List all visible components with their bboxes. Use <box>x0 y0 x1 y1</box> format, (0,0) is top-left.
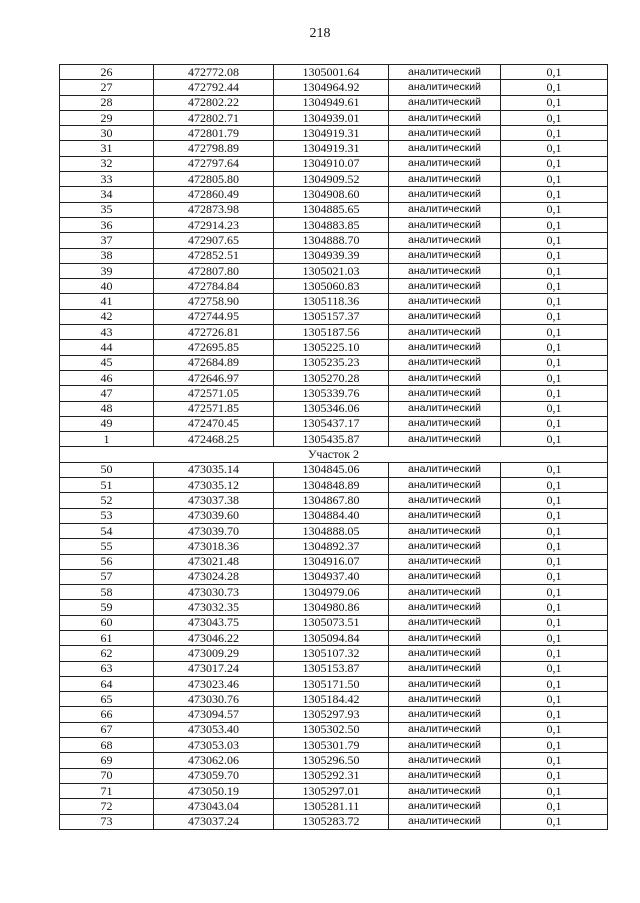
method-cell: аналитический <box>389 630 501 645</box>
y-coordinate-cell: 1304909.52 <box>274 172 389 187</box>
point-number-cell: 42 <box>60 309 154 324</box>
table-row <box>60 738 608 753</box>
table-row <box>60 630 608 645</box>
x-coordinate-cell: 473023.46 <box>154 676 274 691</box>
table-row <box>60 80 608 95</box>
x-coordinate-cell: 473043.04 <box>154 799 274 814</box>
accuracy-cell: 0,1 <box>501 141 608 156</box>
coordinates-table <box>59 64 608 830</box>
method-cell: аналитический <box>389 493 501 508</box>
table-row <box>60 692 608 707</box>
x-coordinate-cell: 473062.06 <box>154 753 274 768</box>
table-row <box>60 248 608 263</box>
accuracy-cell: 0,1 <box>501 172 608 187</box>
y-coordinate-cell: 1305235.23 <box>274 355 389 370</box>
method-cell: аналитический <box>389 279 501 294</box>
accuracy-cell: 0,1 <box>501 508 608 523</box>
accuracy-cell: 0,1 <box>501 386 608 401</box>
point-number-cell: 45 <box>60 355 154 370</box>
method-cell: аналитический <box>389 707 501 722</box>
accuracy-cell: 0,1 <box>501 340 608 355</box>
method-cell: аналитический <box>389 523 501 538</box>
y-coordinate-cell: 1304939.39 <box>274 248 389 263</box>
y-coordinate-cell: 1304884.40 <box>274 508 389 523</box>
point-number-cell: 26 <box>60 65 154 80</box>
point-number-cell: 38 <box>60 248 154 263</box>
table-row <box>60 783 608 798</box>
table-row <box>60 478 608 493</box>
accuracy-cell: 0,1 <box>501 676 608 691</box>
table-row <box>60 202 608 217</box>
accuracy-cell: 0,1 <box>501 554 608 569</box>
x-coordinate-cell: 472726.81 <box>154 325 274 340</box>
method-cell: аналитический <box>389 202 501 217</box>
x-coordinate-cell: 473030.76 <box>154 692 274 707</box>
x-coordinate-cell: 472744.95 <box>154 309 274 324</box>
accuracy-cell: 0,1 <box>501 722 608 737</box>
accuracy-cell: 0,1 <box>501 416 608 431</box>
accuracy-cell: 0,1 <box>501 707 608 722</box>
table-row <box>60 126 608 141</box>
point-number-cell: 56 <box>60 554 154 569</box>
point-number-cell: 66 <box>60 707 154 722</box>
table-row <box>60 707 608 722</box>
y-coordinate-cell: 1304916.07 <box>274 554 389 569</box>
x-coordinate-cell: 473030.73 <box>154 585 274 600</box>
accuracy-cell: 0,1 <box>501 187 608 202</box>
page-number: 218 <box>309 26 331 41</box>
x-coordinate-cell: 472801.79 <box>154 126 274 141</box>
point-number-cell: 51 <box>60 478 154 493</box>
point-number-cell: 65 <box>60 692 154 707</box>
method-cell: аналитический <box>389 615 501 630</box>
y-coordinate-cell: 1305073.51 <box>274 615 389 630</box>
x-coordinate-cell: 473050.19 <box>154 783 274 798</box>
y-coordinate-cell: 1304937.40 <box>274 569 389 584</box>
y-coordinate-cell: 1305301.79 <box>274 738 389 753</box>
point-number-cell: 44 <box>60 340 154 355</box>
y-coordinate-cell: 1305297.93 <box>274 707 389 722</box>
accuracy-cell: 0,1 <box>501 370 608 385</box>
y-coordinate-cell: 1305171.50 <box>274 676 389 691</box>
table-row <box>60 539 608 554</box>
x-coordinate-cell: 472695.85 <box>154 340 274 355</box>
accuracy-cell: 0,1 <box>501 539 608 554</box>
x-coordinate-cell: 472798.89 <box>154 141 274 156</box>
x-coordinate-cell: 473037.24 <box>154 814 274 829</box>
point-number-cell: 54 <box>60 523 154 538</box>
point-number-cell: 36 <box>60 217 154 232</box>
method-cell: аналитический <box>389 156 501 171</box>
x-coordinate-cell: 472470.45 <box>154 416 274 431</box>
x-coordinate-cell: 473017.24 <box>154 661 274 676</box>
method-cell: аналитический <box>389 386 501 401</box>
point-number-cell: 53 <box>60 508 154 523</box>
accuracy-cell: 0,1 <box>501 692 608 707</box>
point-number-cell: 43 <box>60 325 154 340</box>
accuracy-cell: 0,1 <box>501 799 608 814</box>
y-coordinate-cell: 1304883.85 <box>274 217 389 232</box>
x-coordinate-cell: 472571.05 <box>154 386 274 401</box>
point-number-cell: 72 <box>60 799 154 814</box>
method-cell: аналитический <box>389 478 501 493</box>
section-label: Участок 2 <box>60 447 608 462</box>
point-number-cell: 32 <box>60 156 154 171</box>
point-number-cell: 68 <box>60 738 154 753</box>
y-coordinate-cell: 1305346.06 <box>274 401 389 416</box>
y-coordinate-cell: 1304949.61 <box>274 95 389 110</box>
accuracy-cell: 0,1 <box>501 309 608 324</box>
method-cell: аналитический <box>389 508 501 523</box>
x-coordinate-cell: 473021.48 <box>154 554 274 569</box>
accuracy-cell: 0,1 <box>501 401 608 416</box>
accuracy-cell: 0,1 <box>501 600 608 615</box>
accuracy-cell: 0,1 <box>501 217 608 232</box>
table-row <box>60 416 608 431</box>
point-number-cell: 48 <box>60 401 154 416</box>
point-number-cell: 49 <box>60 416 154 431</box>
method-cell: аналитический <box>389 401 501 416</box>
y-coordinate-cell: 1304919.31 <box>274 126 389 141</box>
x-coordinate-cell: 472772.08 <box>154 65 274 80</box>
table-row <box>60 615 608 630</box>
y-coordinate-cell: 1305060.83 <box>274 279 389 294</box>
table-row <box>60 753 608 768</box>
table-row <box>60 432 608 447</box>
x-coordinate-cell: 473009.29 <box>154 646 274 661</box>
table-row <box>60 508 608 523</box>
y-coordinate-cell: 1304848.89 <box>274 478 389 493</box>
point-number-cell: 61 <box>60 630 154 645</box>
y-coordinate-cell: 1304964.92 <box>274 80 389 95</box>
table-row <box>60 676 608 691</box>
y-coordinate-cell: 1305437.17 <box>274 416 389 431</box>
point-number-cell: 41 <box>60 294 154 309</box>
y-coordinate-cell: 1304910.07 <box>274 156 389 171</box>
point-number-cell: 46 <box>60 370 154 385</box>
table-row <box>60 600 608 615</box>
x-coordinate-cell: 472802.71 <box>154 110 274 125</box>
accuracy-cell: 0,1 <box>501 814 608 829</box>
x-coordinate-cell: 472758.90 <box>154 294 274 309</box>
y-coordinate-cell: 1304908.60 <box>274 187 389 202</box>
table-row <box>60 309 608 324</box>
point-number-cell: 33 <box>60 172 154 187</box>
y-coordinate-cell: 1305107.32 <box>274 646 389 661</box>
method-cell: аналитический <box>389 416 501 431</box>
x-coordinate-cell: 473094.57 <box>154 707 274 722</box>
y-coordinate-cell: 1304867.80 <box>274 493 389 508</box>
table-row <box>60 65 608 80</box>
y-coordinate-cell: 1304885.65 <box>274 202 389 217</box>
point-number-cell: 28 <box>60 95 154 110</box>
x-coordinate-cell: 473043.75 <box>154 615 274 630</box>
accuracy-cell: 0,1 <box>501 661 608 676</box>
method-cell: аналитический <box>389 799 501 814</box>
table-row <box>60 585 608 600</box>
accuracy-cell: 0,1 <box>501 569 608 584</box>
point-number-cell: 34 <box>60 187 154 202</box>
x-coordinate-cell: 473046.22 <box>154 630 274 645</box>
point-number-cell: 69 <box>60 753 154 768</box>
table-row <box>60 187 608 202</box>
accuracy-cell: 0,1 <box>501 110 608 125</box>
y-coordinate-cell: 1305118.36 <box>274 294 389 309</box>
table-row <box>60 554 608 569</box>
y-coordinate-cell: 1305187.56 <box>274 325 389 340</box>
x-coordinate-cell: 472873.98 <box>154 202 274 217</box>
method-cell: аналитический <box>389 95 501 110</box>
point-number-cell: 70 <box>60 768 154 783</box>
y-coordinate-cell: 1305302.50 <box>274 722 389 737</box>
y-coordinate-cell: 1305281.11 <box>274 799 389 814</box>
method-cell: аналитический <box>389 110 501 125</box>
accuracy-cell: 0,1 <box>501 738 608 753</box>
point-number-cell: 47 <box>60 386 154 401</box>
accuracy-cell: 0,1 <box>501 80 608 95</box>
table-row <box>60 263 608 278</box>
table-row <box>60 523 608 538</box>
accuracy-cell: 0,1 <box>501 263 608 278</box>
x-coordinate-cell: 472792.44 <box>154 80 274 95</box>
method-cell: аналитический <box>389 569 501 584</box>
table-row <box>60 279 608 294</box>
point-number-cell: 59 <box>60 600 154 615</box>
table-row <box>60 95 608 110</box>
accuracy-cell: 0,1 <box>501 462 608 477</box>
table-row <box>60 569 608 584</box>
accuracy-cell: 0,1 <box>501 768 608 783</box>
table-row <box>60 646 608 661</box>
point-number-cell: 35 <box>60 202 154 217</box>
y-coordinate-cell: 1305157.37 <box>274 309 389 324</box>
point-number-cell: 31 <box>60 141 154 156</box>
table-row <box>60 294 608 309</box>
x-coordinate-cell: 472468.25 <box>154 432 274 447</box>
y-coordinate-cell: 1305435.87 <box>274 432 389 447</box>
y-coordinate-cell: 1305339.76 <box>274 386 389 401</box>
point-number-cell: 60 <box>60 615 154 630</box>
x-coordinate-cell: 473035.14 <box>154 462 274 477</box>
method-cell: аналитический <box>389 600 501 615</box>
point-number-cell: 62 <box>60 646 154 661</box>
x-coordinate-cell: 472907.65 <box>154 233 274 248</box>
method-cell: аналитический <box>389 294 501 309</box>
x-coordinate-cell: 473024.28 <box>154 569 274 584</box>
y-coordinate-cell: 1304919.31 <box>274 141 389 156</box>
y-coordinate-cell: 1305296.50 <box>274 753 389 768</box>
accuracy-cell: 0,1 <box>501 355 608 370</box>
method-cell: аналитический <box>389 263 501 278</box>
x-coordinate-cell: 473053.40 <box>154 722 274 737</box>
point-number-cell: 71 <box>60 783 154 798</box>
x-coordinate-cell: 472852.51 <box>154 248 274 263</box>
x-coordinate-cell: 473035.12 <box>154 478 274 493</box>
table-row <box>60 233 608 248</box>
method-cell: аналитический <box>389 692 501 707</box>
y-coordinate-cell: 1305153.87 <box>274 661 389 676</box>
x-coordinate-cell: 472914.23 <box>154 217 274 232</box>
point-number-cell: 39 <box>60 263 154 278</box>
method-cell: аналитический <box>389 814 501 829</box>
method-cell: аналитический <box>389 325 501 340</box>
y-coordinate-cell: 1304888.70 <box>274 233 389 248</box>
table-row <box>60 325 608 340</box>
accuracy-cell: 0,1 <box>501 615 608 630</box>
accuracy-cell: 0,1 <box>501 156 608 171</box>
point-number-cell: 58 <box>60 585 154 600</box>
x-coordinate-cell: 472802.22 <box>154 95 274 110</box>
point-number-cell: 55 <box>60 539 154 554</box>
y-coordinate-cell: 1305001.64 <box>274 65 389 80</box>
x-coordinate-cell: 472784.84 <box>154 279 274 294</box>
x-coordinate-cell: 473039.60 <box>154 508 274 523</box>
table-row <box>60 355 608 370</box>
y-coordinate-cell: 1304892.37 <box>274 539 389 554</box>
method-cell: аналитический <box>389 248 501 263</box>
method-cell: аналитический <box>389 462 501 477</box>
method-cell: аналитический <box>389 217 501 232</box>
method-cell: аналитический <box>389 676 501 691</box>
table-row <box>60 386 608 401</box>
point-number-cell: 64 <box>60 676 154 691</box>
point-number-cell: 27 <box>60 80 154 95</box>
method-cell: аналитический <box>389 141 501 156</box>
method-cell: аналитический <box>389 539 501 554</box>
y-coordinate-cell: 1305297.01 <box>274 783 389 798</box>
method-cell: аналитический <box>389 432 501 447</box>
y-coordinate-cell: 1304939.01 <box>274 110 389 125</box>
accuracy-cell: 0,1 <box>501 585 608 600</box>
x-coordinate-cell: 473032.35 <box>154 600 274 615</box>
table-row <box>60 722 608 737</box>
accuracy-cell: 0,1 <box>501 325 608 340</box>
x-coordinate-cell: 473053.03 <box>154 738 274 753</box>
table-row <box>60 141 608 156</box>
accuracy-cell: 0,1 <box>501 248 608 263</box>
y-coordinate-cell: 1304980.86 <box>274 600 389 615</box>
method-cell: аналитический <box>389 126 501 141</box>
method-cell: аналитический <box>389 738 501 753</box>
accuracy-cell: 0,1 <box>501 646 608 661</box>
table-row <box>60 340 608 355</box>
table-row <box>60 462 608 477</box>
method-cell: аналитический <box>389 585 501 600</box>
x-coordinate-cell: 472797.64 <box>154 156 274 171</box>
table-row <box>60 401 608 416</box>
method-cell: аналитический <box>389 65 501 80</box>
point-number-cell: 57 <box>60 569 154 584</box>
point-number-cell: 63 <box>60 661 154 676</box>
table-row <box>60 110 608 125</box>
method-cell: аналитический <box>389 370 501 385</box>
method-cell: аналитический <box>389 661 501 676</box>
y-coordinate-cell: 1305184.42 <box>274 692 389 707</box>
method-cell: аналитический <box>389 233 501 248</box>
table-row <box>60 370 608 385</box>
point-number-cell: 40 <box>60 279 154 294</box>
accuracy-cell: 0,1 <box>501 523 608 538</box>
accuracy-cell: 0,1 <box>501 279 608 294</box>
table-row <box>60 799 608 814</box>
method-cell: аналитический <box>389 309 501 324</box>
accuracy-cell: 0,1 <box>501 432 608 447</box>
x-coordinate-cell: 472807.80 <box>154 263 274 278</box>
point-number-cell: 73 <box>60 814 154 829</box>
accuracy-cell: 0,1 <box>501 493 608 508</box>
x-coordinate-cell: 472571.85 <box>154 401 274 416</box>
accuracy-cell: 0,1 <box>501 233 608 248</box>
y-coordinate-cell: 1305292.31 <box>274 768 389 783</box>
method-cell: аналитический <box>389 187 501 202</box>
point-number-cell: 37 <box>60 233 154 248</box>
x-coordinate-cell: 472860.49 <box>154 187 274 202</box>
point-number-cell: 50 <box>60 462 154 477</box>
table-row <box>60 814 608 829</box>
point-number-cell: 1 <box>60 432 154 447</box>
accuracy-cell: 0,1 <box>501 65 608 80</box>
x-coordinate-cell: 473059.70 <box>154 768 274 783</box>
method-cell: аналитический <box>389 80 501 95</box>
table-row <box>60 217 608 232</box>
y-coordinate-cell: 1305283.72 <box>274 814 389 829</box>
method-cell: аналитический <box>389 554 501 569</box>
method-cell: аналитический <box>389 753 501 768</box>
y-coordinate-cell: 1305225.10 <box>274 340 389 355</box>
accuracy-cell: 0,1 <box>501 95 608 110</box>
accuracy-cell: 0,1 <box>501 202 608 217</box>
table-row <box>60 661 608 676</box>
y-coordinate-cell: 1305021.03 <box>274 263 389 278</box>
point-number-cell: 67 <box>60 722 154 737</box>
x-coordinate-cell: 472684.89 <box>154 355 274 370</box>
accuracy-cell: 0,1 <box>501 630 608 645</box>
table-row <box>60 156 608 171</box>
method-cell: аналитический <box>389 768 501 783</box>
accuracy-cell: 0,1 <box>501 783 608 798</box>
table-row <box>60 768 608 783</box>
y-coordinate-cell: 1305094.84 <box>274 630 389 645</box>
method-cell: аналитический <box>389 783 501 798</box>
y-coordinate-cell: 1304888.05 <box>274 523 389 538</box>
point-number-cell: 29 <box>60 110 154 125</box>
method-cell: аналитический <box>389 172 501 187</box>
x-coordinate-cell: 473039.70 <box>154 523 274 538</box>
method-cell: аналитический <box>389 355 501 370</box>
method-cell: аналитический <box>389 340 501 355</box>
x-coordinate-cell: 472805.80 <box>154 172 274 187</box>
accuracy-cell: 0,1 <box>501 478 608 493</box>
accuracy-cell: 0,1 <box>501 126 608 141</box>
accuracy-cell: 0,1 <box>501 753 608 768</box>
point-number-cell: 52 <box>60 493 154 508</box>
method-cell: аналитический <box>389 646 501 661</box>
y-coordinate-cell: 1304979.06 <box>274 585 389 600</box>
accuracy-cell: 0,1 <box>501 294 608 309</box>
table-row <box>60 493 608 508</box>
method-cell: аналитический <box>389 722 501 737</box>
x-coordinate-cell: 473037.38 <box>154 493 274 508</box>
section-row <box>60 447 608 462</box>
table-row <box>60 172 608 187</box>
y-coordinate-cell: 1305270.28 <box>274 370 389 385</box>
point-number-cell: 30 <box>60 126 154 141</box>
x-coordinate-cell: 473018.36 <box>154 539 274 554</box>
y-coordinate-cell: 1304845.06 <box>274 462 389 477</box>
x-coordinate-cell: 472646.97 <box>154 370 274 385</box>
